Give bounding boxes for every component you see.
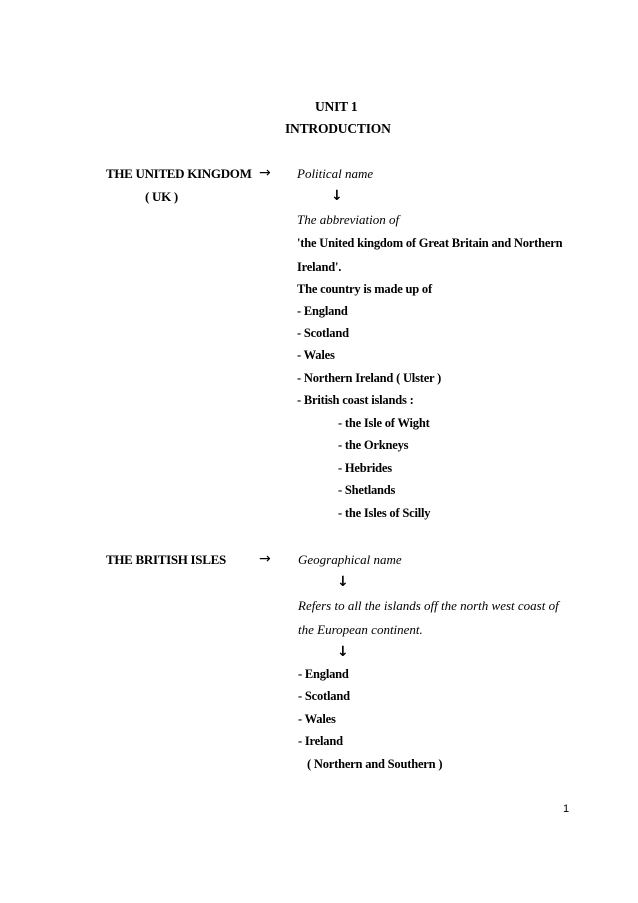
uk-part: - Wales	[297, 348, 335, 362]
british-isles-part: - Scotland	[298, 689, 350, 703]
right-arrow-icon: →	[259, 551, 271, 567]
british-isles-refers-line1: Refers to all the islands off the north west coast of	[298, 598, 559, 613]
british-isles-part: - England	[298, 667, 349, 681]
right-arrow-icon: →	[259, 165, 271, 181]
uk-island: - the Isle of Wight	[338, 416, 430, 430]
british-isles-ireland-note: ( Northern and Southern )	[307, 757, 443, 771]
uk-island: - Shetlands	[338, 483, 396, 497]
british-isles-term: THE BRITISH ISLES	[106, 552, 226, 567]
uk-part: - Northern Ireland ( Ulster )	[297, 371, 442, 385]
uk-island: - Hebrides	[338, 461, 392, 475]
uk-part: - England	[297, 304, 348, 318]
british-isles-refers-line2: the European continent.	[298, 622, 423, 637]
uk-abbreviation: ( UK )	[145, 189, 178, 204]
uk-full-name-line1: 'the United kingdom of Great Britain and Northern	[297, 236, 563, 250]
page-heading: INTRODUCTION	[285, 121, 391, 136]
down-arrow-icon: ↓	[331, 188, 343, 204]
british-isles-part: - Ireland	[298, 734, 343, 748]
uk-island: - the Orkneys	[338, 438, 409, 452]
uk-made-up-of: The country is made up of	[297, 282, 432, 296]
uk-part: - British coast islands :	[297, 393, 414, 407]
uk-name-type: Political name	[297, 166, 374, 181]
uk-island: - the Isles of Scilly	[338, 506, 431, 520]
page-number: 1	[563, 803, 570, 815]
uk-part: - Scotland	[297, 326, 349, 340]
down-arrow-icon: ↓	[337, 644, 349, 660]
unit-title: UNIT 1	[315, 99, 358, 114]
uk-definition-intro: The abbreviation of	[297, 212, 400, 227]
uk-full-name-line2: Ireland'.	[297, 260, 342, 274]
uk-term: THE UNITED KINGDOM	[106, 166, 252, 181]
down-arrow-icon: ↓	[337, 574, 349, 590]
british-isles-part: - Wales	[298, 712, 336, 726]
british-isles-name-type: Geographical name	[298, 552, 402, 567]
